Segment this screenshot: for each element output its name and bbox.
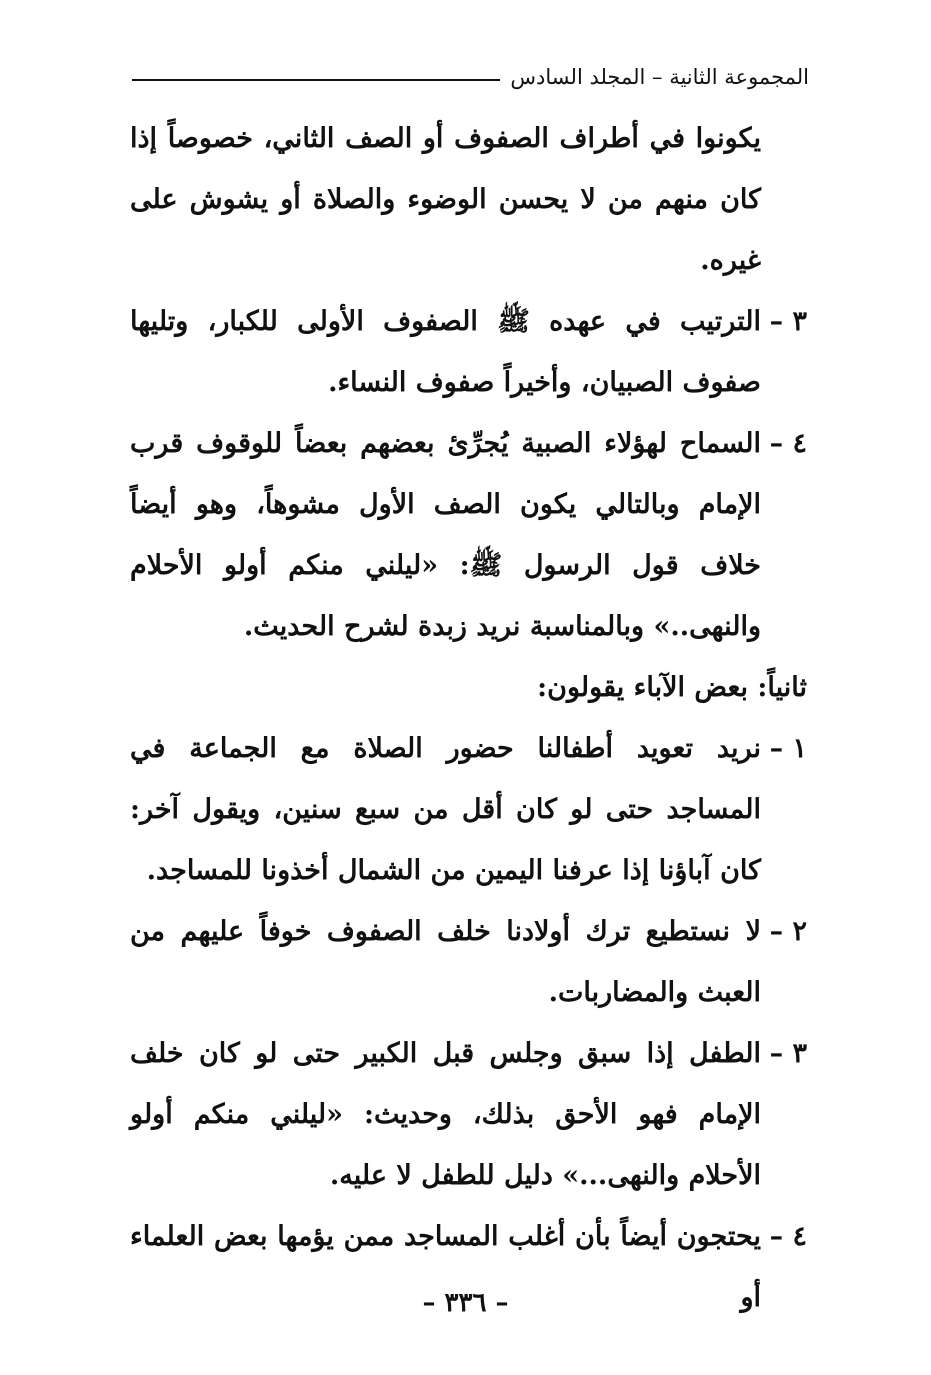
list-item [130, 291, 807, 413]
header-rule [132, 79, 500, 81]
list-item [130, 718, 807, 901]
item-text: السماح لهؤلاء الصبية يُجرِّئ بعضهم بعضاً للوقوف قرب الإمام وبالتالي يكون الصف الأول مشوهاً، وهو أيضاً خلاف قول الرسول ﷺ: «ليلني منكم أولو الأحلام والنهى..» وبالمناسبة نريد زبدة لشرح الحديث. [130, 428, 761, 642]
item-number: ٤ – [769, 428, 807, 459]
item-number: ٤ – [769, 1221, 807, 1252]
item-text: لا نستطيع ترك أولادنا خلف الصفوف خوفاً عليهم من العبث والمضاربات. [130, 916, 761, 1008]
running-title: المجموعة الثانية – المجلد السادس [510, 65, 809, 89]
item-text: الطفل إذا سبق وجلس قبل الكبير حتى لو كان خلف الإمام فهو الأحق بذلك، وحديث: «ليلني منكم أولو الأحلام والنهى...» دليل للطفل لا عليه. [130, 1038, 761, 1191]
list-item [130, 1023, 807, 1206]
list-item [130, 413, 807, 657]
item-text: يحتجون أيضاً بأن أغلب المساجد ممن يؤمها بعض العلماء أو [130, 1221, 761, 1313]
page-number: – ٣٣٦ – [422, 1288, 509, 1318]
item-text: نريد تعويد أطفالنا حضور الصلاة مع الجماعة في المساجد حتى لو كان أقل من سبع سنين، ويقول آخر: كان آباؤنا إذا عرفنا اليمين من الشمال أخذونا للمساجد. [130, 733, 761, 886]
section-heading: ثانياً: بعض الآباء يقولون: [537, 672, 807, 703]
item-number: ١ – [769, 733, 807, 764]
page-body [130, 108, 807, 1328]
item-number: ٣ – [769, 1038, 807, 1069]
item-number: ٢ – [769, 916, 807, 947]
item-text: الترتيب في عهده ﷺ الصفوف الأولى للكبار، وتليها صفوف الصبيان، وأخيراً صفوف النساء. [130, 306, 761, 398]
running-header [132, 60, 809, 94]
continuation-paragraph: يكونوا في أطراف الصفوف أو الصف الثاني، خصوصاً إذا كان منهم من لا يحسن الوضوء والصلاة أو يشوش على غيره. [130, 123, 761, 276]
item-number: ٣ – [769, 306, 807, 337]
list-item [130, 901, 807, 1023]
